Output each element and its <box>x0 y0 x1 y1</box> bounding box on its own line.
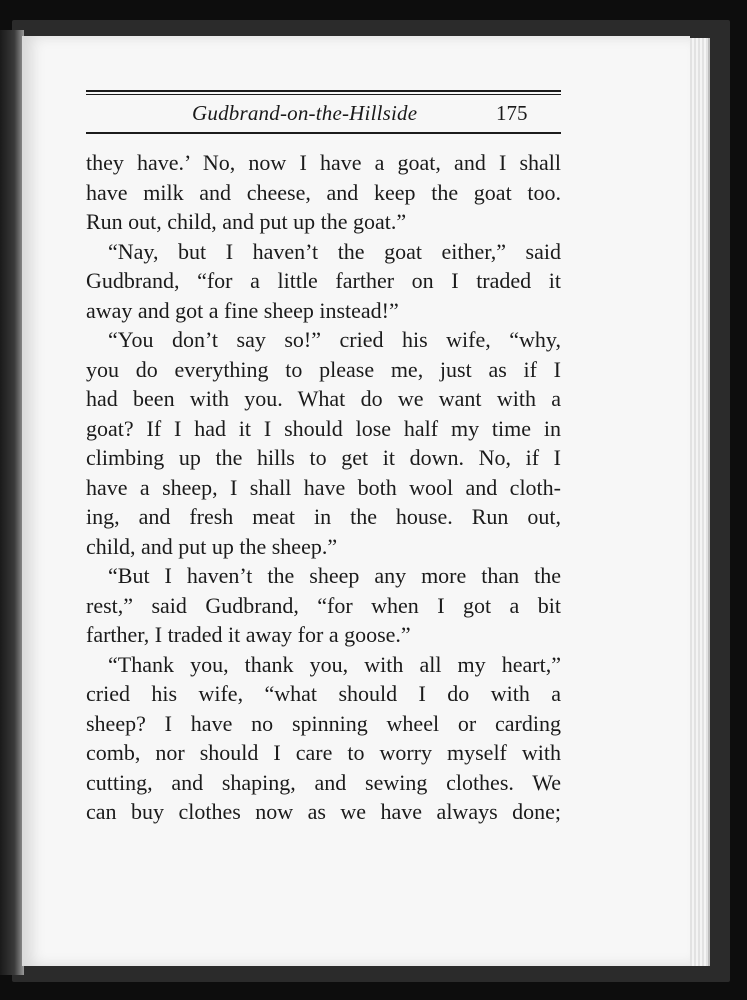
text-line: climbing up the hills to get it down. No, if I <box>86 445 561 470</box>
running-head-title: Gudbrand-on-the-Hillside <box>192 101 418 125</box>
text-line: child, and put up the sheep.” <box>86 533 338 559</box>
book-spine-edge <box>0 30 24 975</box>
text-line: farther, I traded it away for a goose.” <box>86 622 411 647</box>
header-rule-top <box>86 90 561 95</box>
text-line: have a sheep, I shall have both wool and cloth- <box>86 474 561 500</box>
text-line: rest,” said Gudbrand, “for when I got a bit <box>86 592 561 618</box>
text-line: “But I haven’t the sheep any more than the <box>108 563 561 588</box>
text-line: can buy clothes now as we have always done; <box>86 799 561 824</box>
text-line: “Nay, but I haven’t the goat either,” said <box>108 238 561 264</box>
text-line: comb, nor should I care to worry myself with <box>86 740 561 765</box>
text-line: you do everything to please me, just as if I <box>86 356 561 382</box>
text-line: have milk and cheese, and keep the goat too. <box>86 179 561 205</box>
text-line: away and got a fine sheep instead!” <box>86 297 399 323</box>
text-line: goat? If I had it I should lose half my time in <box>86 415 561 441</box>
text-line: “You don’t say so!” cried his wife, “why, <box>108 327 561 352</box>
text-line: ing, and fresh meat in the house. Run out, <box>86 504 561 529</box>
page-number: 175 <box>496 101 528 125</box>
text-line: Gudbrand, “for a little farther on I traded it <box>86 268 561 293</box>
text-line: they have.’ No, now I have a goat, and I shall <box>86 150 561 175</box>
header-rule-bottom <box>86 132 561 134</box>
text-line: Run out, child, and put up the goat.” <box>86 209 407 234</box>
text-line: had been with you. What do we want with a <box>86 386 561 411</box>
text-line: cutting, and shaping, and sewing clothes. We <box>86 769 561 795</box>
text-line: cried his wife, “what should I do with a <box>86 681 561 706</box>
text-line: sheep? I have no spinning wheel or carding <box>86 710 561 736</box>
body-text <box>86 148 561 827</box>
text-line: “Thank you, thank you, with all my heart,” <box>108 651 561 677</box>
